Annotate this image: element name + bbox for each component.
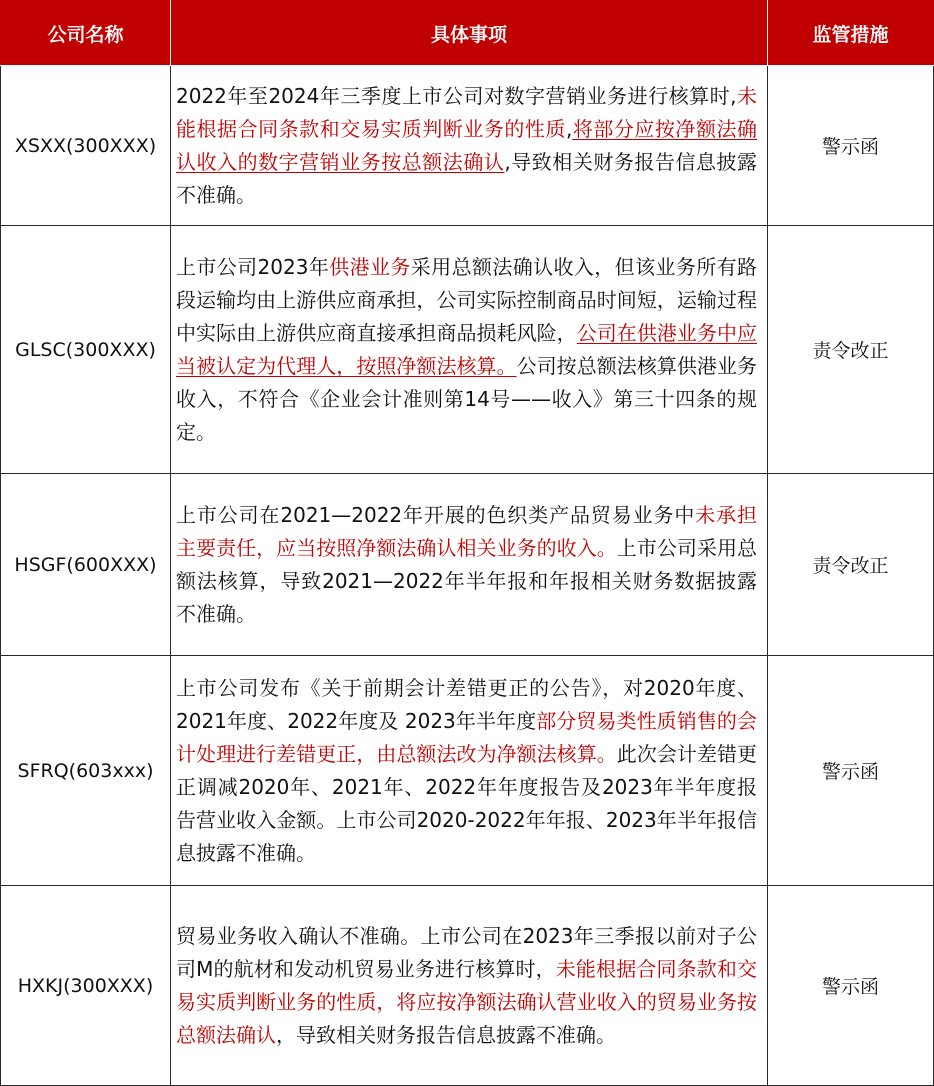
company-name: GLSC(300XXX) <box>1 226 171 474</box>
matter-segment: ，导致相关财务报告信息披露不准确。 <box>276 1022 616 1047</box>
matter-segment: 贸易业务收入确认不准确。上市公司在2023年三季报以前对子公司M的航材和发动机贸易业务进行核算时， <box>176 923 757 981</box>
table-row <box>1 66 934 226</box>
header-matter: 具体事项 <box>171 1 768 66</box>
matter-highlight: 未承担主要责任，应当按照净额法确认相关业务的收入。 <box>176 502 758 560</box>
measure-text: 警示函 <box>768 66 934 226</box>
company-name: HXKJ(300XXX) <box>1 886 171 1086</box>
table-row <box>1 886 934 1086</box>
matter-text <box>171 66 768 226</box>
matter-highlight: 未能根据合同条款和交易实质判断业务的性质 <box>176 83 757 141</box>
matter-segment: 公司按总额法核算供港业务收入，不符合《企业会计准则第14号——收入》第三十四条的规定。 <box>176 353 758 444</box>
measure-text: 警示函 <box>768 886 934 1086</box>
matter-highlight-underlined: 将部分应按净额法确认收入的数字营销业务按总额法确认 <box>176 116 758 174</box>
matter-segment: 上市公司采用总额法核算，导致2021—2022年半年报和年报相关财务数据披露不准确。 <box>176 535 758 626</box>
measure-text: 警示函 <box>768 656 934 886</box>
matter-text <box>171 226 768 474</box>
matter-highlight: 供港业务 <box>329 254 411 279</box>
matter-segment: 2022年至2024年三季度上市公司对数字营销业务进行核算时, <box>176 83 737 108</box>
matter-segment: ,导致相关财务报告信息披露不准确。 <box>176 149 758 207</box>
matter-highlight: 部分贸易类性质销售的会计处理进行差错更正，由总额法改为净额法核算。 <box>176 708 757 766</box>
company-name: HSGF(600XXX) <box>1 474 171 656</box>
table-header <box>1 1 934 66</box>
header-company: 公司名称 <box>1 1 171 66</box>
measure-text: 责令改正 <box>768 226 934 474</box>
matter-text <box>171 474 768 656</box>
table-body <box>1 66 934 1086</box>
matter-segment: 采用总额法确认收入，但该业务所有路段运输均由上游供应商承担，公司实际控制商品时间短，运输过程中实际由上游供应商直接承担商品损耗风险， <box>176 254 758 345</box>
matter-segment: 上市公司发布《关于前期会计差错更正的公告》，对2020年度、2021年度、2022年度及 2023年半年度 <box>176 675 757 733</box>
company-name: SFRQ(603xxx) <box>1 656 171 886</box>
matter-segment: , <box>565 116 573 141</box>
matter-highlight: 未能根据合同条款和交易实质判断业务的性质，将应按净额法确认营业收入的贸易业务按总额法确认 <box>176 956 757 1047</box>
header-row <box>1 1 934 66</box>
header-measure: 监管措施 <box>768 1 934 66</box>
company-name: XSXX(300XXX) <box>1 66 171 226</box>
matter-segment: 上市公司2023年 <box>176 254 330 279</box>
table-row <box>1 226 934 474</box>
measure-text: 责令改正 <box>768 474 934 656</box>
matter-text <box>171 886 768 1086</box>
matter-segment: 此次会计差错更正调减2020年、2021年、2022年年度报告及2023年半年度报告营业收入金额。上市公司2020-2022年年报、2023年半年报信息披露不准确。 <box>176 741 758 865</box>
table-row <box>1 656 934 886</box>
matter-segment: 上市公司在2021—2022年开展的色织类产品贸易业务中 <box>176 502 696 527</box>
matter-highlight-underlined: 公司在供港业务中应当被认定为代理人，按照净额法核算。 <box>176 320 758 378</box>
matter-text <box>171 656 768 886</box>
table-row <box>1 474 934 656</box>
